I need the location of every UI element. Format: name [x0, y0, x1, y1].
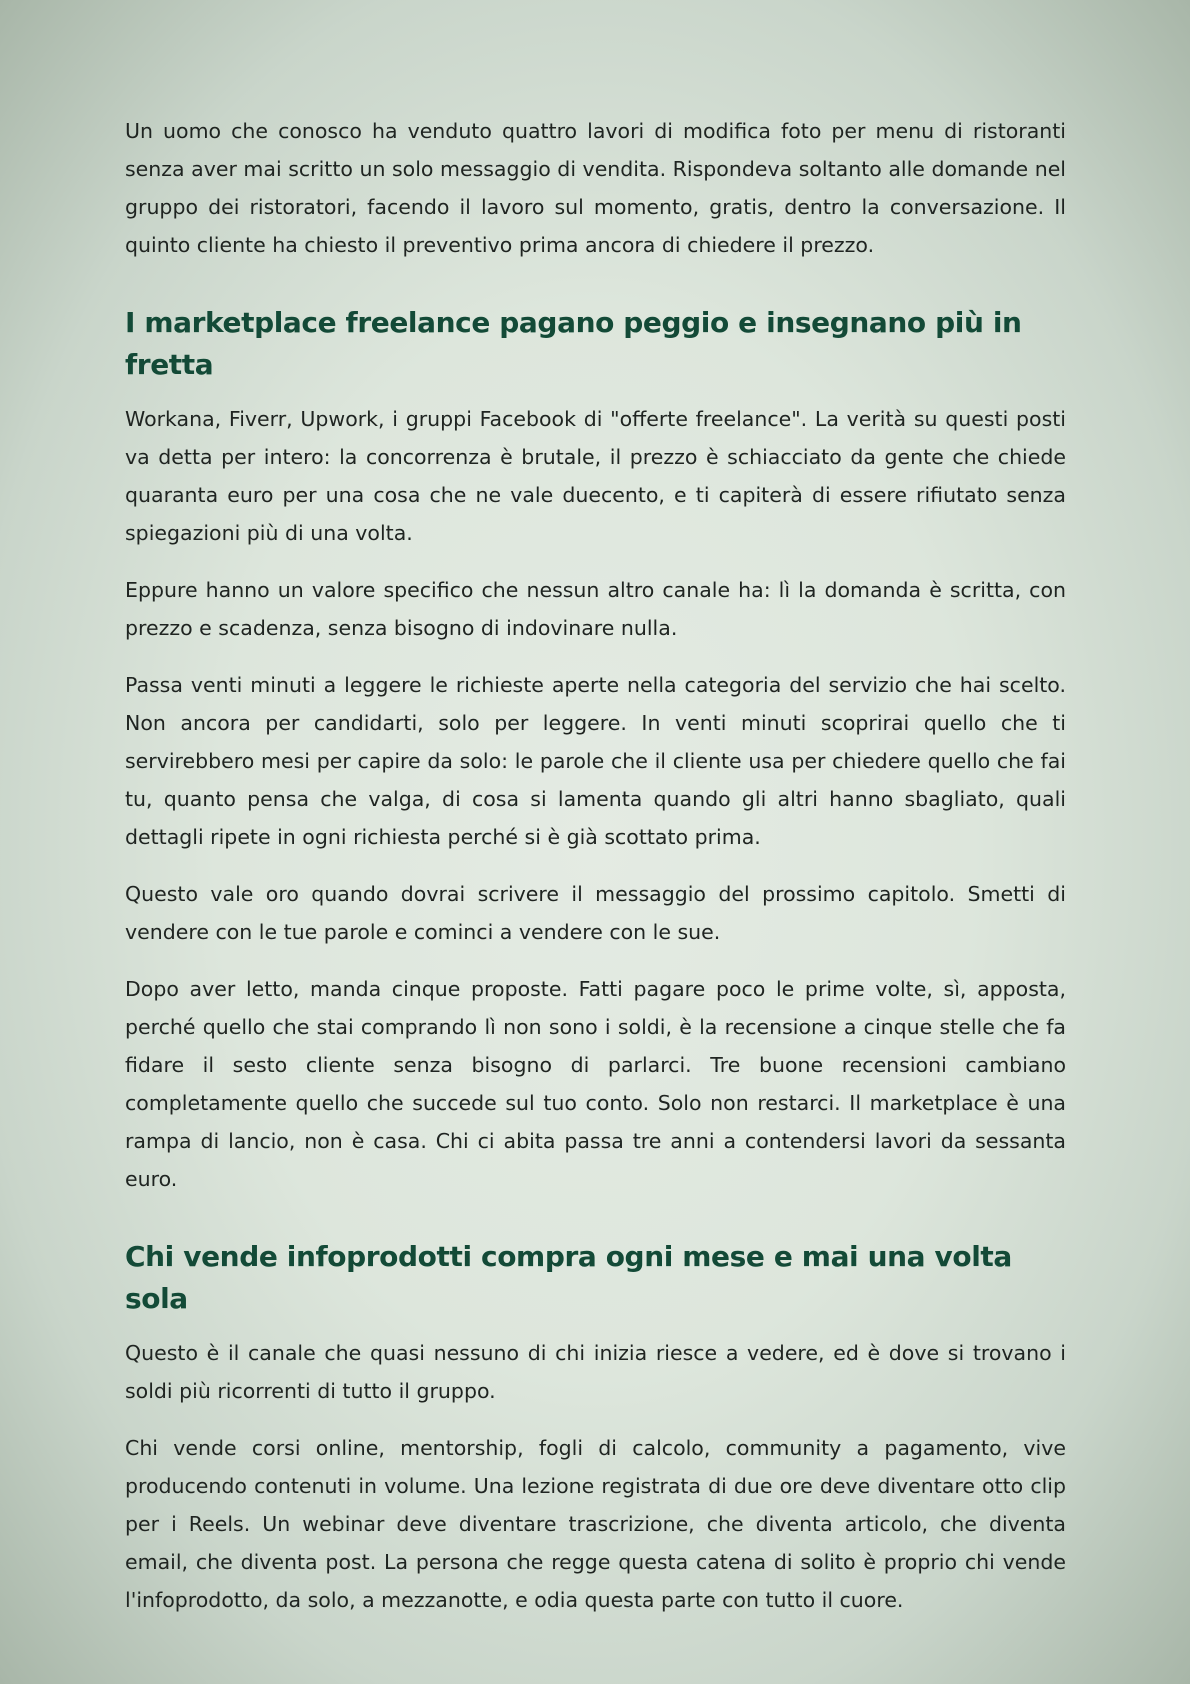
marketplace-paragraph-3: Passa venti minuti a leggere le richieste aperte nella categoria del servizio che hai scelto. Non ancora per candidarti, solo per leggere. In venti minuti scoprirai quello che ti servirebbero mesi per capire da solo: le parole che il cliente usa per chiedere quello che fai tu, quanto pensa che valga, di cosa si lamenta quando gli altri hanno sbagliato, quali dettagli ripete in ogni richiesta perché si è già scottato prima. — [125, 673, 1066, 849]
marketplace-paragraph-4: Questo vale oro quando dovrai scrivere il messaggio del prossimo capitolo. Smetti di vendere con le tue parole e cominci a vendere con le sue. — [125, 882, 1066, 944]
intro-paragraph: Un uomo che conosco ha venduto quattro lavori di modifica foto per menu di ristoranti senza aver mai scritto un solo messaggio di vendita. Rispondeva soltanto alle domande nel gruppo dei ristoratori, facendo il lavoro sul momento, gratis, dentro la conversazione. Il quinto cliente ha chiesto il preventivo prima ancora di chiedere il prezzo. — [125, 119, 1066, 257]
document-page — [125, 112, 1066, 1638]
marketplace-paragraph-5: Dopo aver letto, manda cinque proposte. Fatti pagare poco le prime volte, sì, apposta, perché quello che stai comprando lì non sono i soldi, è la recensione a cinque stelle che fa fidare il sesto cliente senza bisogno di parlarci. Tre buone recensioni cambiano completamente quello che succede sul tuo conto. Solo non restarci. Il marketplace è una rampa di lancio, non è casa. Chi ci abita passa tre anni a contendersi lavori da sessanta euro. — [125, 977, 1066, 1191]
infoprodotti-paragraph-1: Questo è il canale che quasi nessuno di chi inizia riesce a vedere, ed è dove si trovano i soldi più ricorrenti di tutto il gruppo. — [125, 1341, 1066, 1403]
marketplace-paragraph-2: Eppure hanno un valore specifico che nessun altro canale ha: lì la domanda è scritta, con prezzo e scadenza, senza bisogno di indovinare nulla. — [125, 578, 1066, 640]
section-heading-infoprodotti: Chi vende infoprodotti compra ogni mese e mai una volta sola — [125, 1240, 1012, 1315]
infoprodotti-paragraph-2: Chi vende corsi online, mentorship, fogli di calcolo, community a pagamento, vive producendo contenuti in volume. Una lezione registrata di due ore deve diventare otto clip per i Reels. Un webinar deve diventare trascrizione, che diventa articolo, che diventa email, che diventa post. La persona che regge questa catena di solito è proprio chi vende l'infoprodotto, da solo, a mezzanotte, e odia questa parte con tutto il cuore. — [125, 1436, 1066, 1612]
marketplace-paragraph-1: Workana, Fiverr, Upwork, i gruppi Facebook di "offerte freelance". La verità su questi posti va detta per intero: la concorrenza è brutale, il prezzo è schiacciato da gente che chiede quaranta euro per una cosa che ne vale duecento, e ti capiterà di essere rifiutato senza spiegazioni più di una volta. — [125, 407, 1066, 545]
section-heading-marketplace: I marketplace freelance pagano peggio e insegnano più in fretta — [125, 306, 1022, 381]
